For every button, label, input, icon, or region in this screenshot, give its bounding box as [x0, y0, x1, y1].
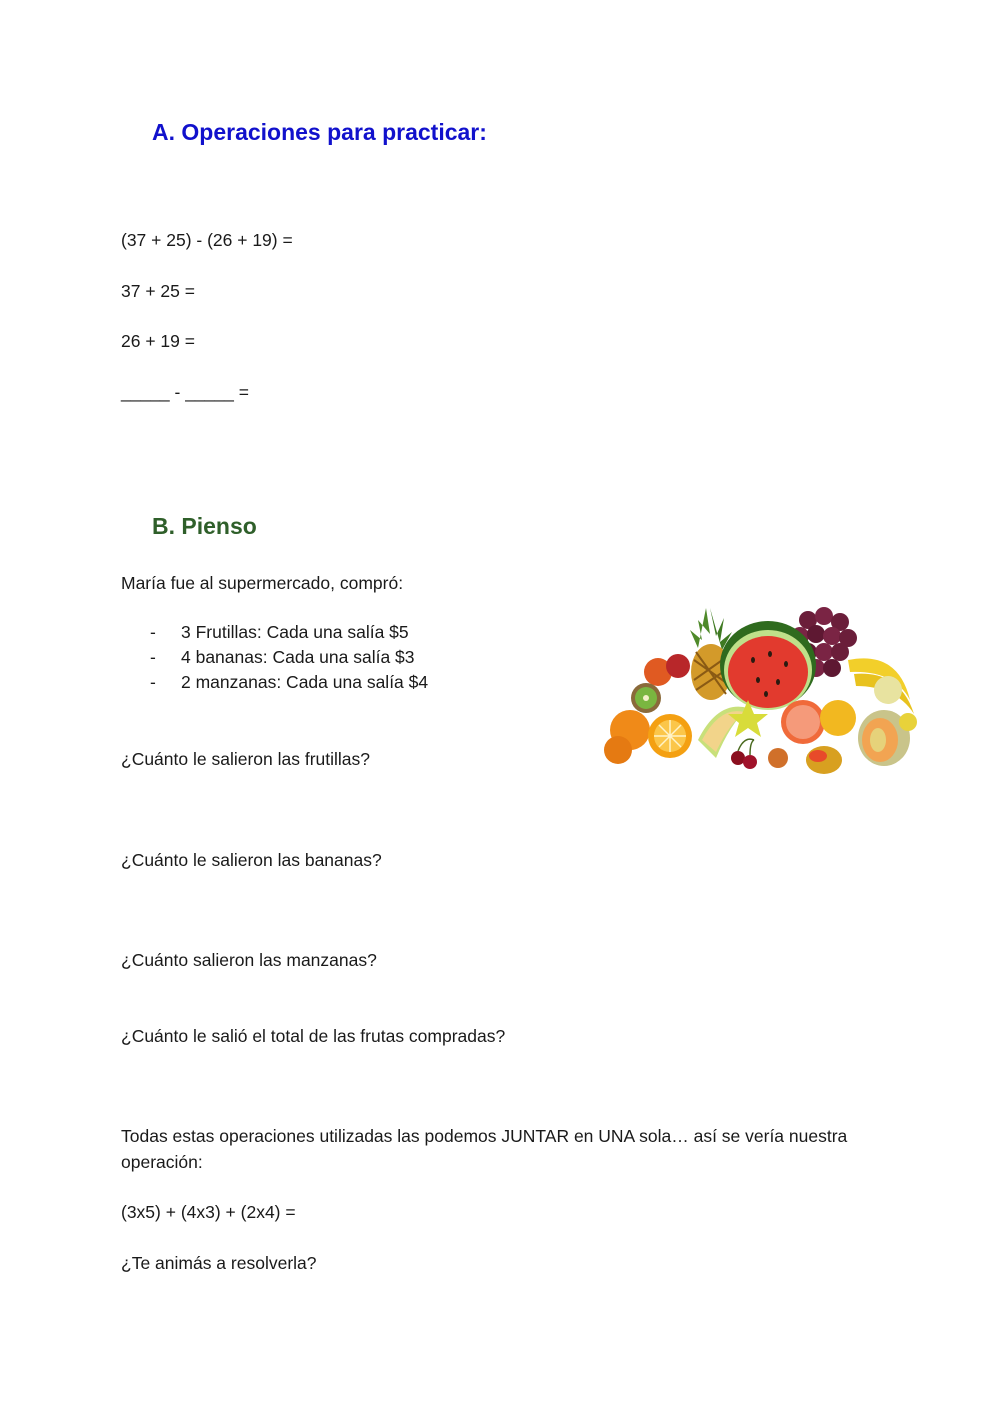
bullet-dash: -	[150, 622, 156, 642]
cherry-icon	[731, 739, 757, 769]
list-item-text: 4 bananas: Cada una salía $3	[181, 647, 415, 667]
list-item	[150, 645, 428, 670]
explanation-paragraph: Todas estas operaciones utilizadas las podemos JUNTAR en UNA sola… así se vería nuestra operación:	[121, 1126, 848, 1172]
closing-question: ¿Te animás a resolverla?	[121, 1253, 317, 1273]
expression-line: (37 + 25) - (26 + 19) =	[121, 230, 293, 250]
question: ¿Cuánto le salieron las frutillas?	[121, 749, 371, 769]
blank-expression-line: _____ - _____ =	[121, 382, 249, 402]
purchase-list	[150, 620, 428, 695]
list-item	[150, 620, 428, 645]
combined-expression: (3x5) + (4x3) + (2x4) =	[121, 1202, 296, 1222]
grapefruit-icon	[781, 700, 856, 744]
list-item-text: 2 manzanas: Cada una salía $4	[181, 672, 429, 692]
bullet-dash: -	[150, 647, 156, 667]
bullet-dash: -	[150, 672, 156, 692]
list-item	[150, 670, 428, 695]
section-b-heading: B. Pienso	[152, 513, 257, 539]
orange-icon	[604, 710, 692, 764]
expression-line: 37 + 25 =	[121, 281, 195, 301]
question: ¿Cuánto le salió el total de las frutas compradas?	[121, 1026, 506, 1046]
question: ¿Cuánto salieron las manzanas?	[121, 950, 377, 970]
list-item-text: 3 Frutillas: Cada una salía $5	[181, 622, 409, 642]
section-a-heading: A. Operaciones para practicar:	[152, 119, 487, 145]
intro-text: María fue al supermercado, compró:	[121, 573, 404, 593]
question: ¿Cuánto le salieron las bananas?	[121, 850, 382, 870]
expression-line: 26 + 19 =	[121, 331, 195, 351]
watermelon-icon	[720, 621, 816, 710]
kiwi-icon	[631, 683, 661, 713]
fruit-pile-illustration	[598, 590, 933, 790]
